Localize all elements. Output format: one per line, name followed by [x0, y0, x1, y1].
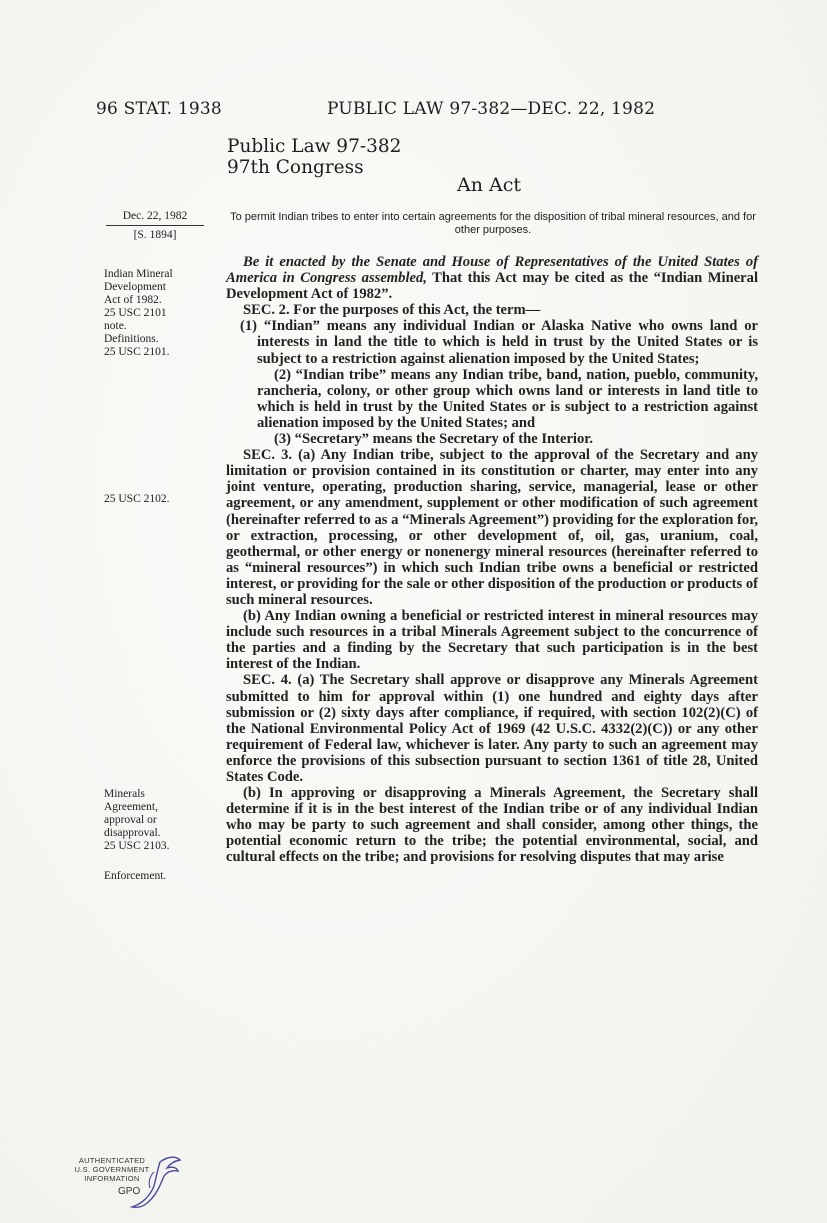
running-head: PUBLIC LAW 97-382—DEC. 22, 1982 [327, 99, 656, 119]
enactment-date: Dec. 22, 1982 [122, 210, 188, 222]
margin-line: 25 USC 2103. [104, 840, 170, 852]
margin-line: Agreement, [104, 801, 158, 813]
page-stat-citation: 96 STAT. 1938 [96, 99, 222, 119]
seal-line-information: INFORMATION [84, 1174, 140, 1183]
definition-indian: (1) “Indian” means any individual Indian or Alaska Native who owns land or interests in land the title to which is held in trust by the United States or is subject to a restriction against alienation imposed by the United States; [240, 318, 758, 367]
margin-line: 25 USC 2101 [104, 307, 167, 319]
margin-line: note. [104, 320, 127, 332]
seal-line-government: U.S. GOVERNMENT [74, 1165, 150, 1174]
act-heading: An Act [457, 174, 521, 196]
section-2-intro: SEC. 2. For the purposes of this Act, the term— [243, 302, 541, 319]
congress-number: 97th Congress [227, 157, 364, 178]
margin-line: Minerals [104, 788, 145, 800]
seal-line-authenticated: AUTHENTICATED [78, 1156, 146, 1165]
margin-line: Definitions. [104, 333, 159, 345]
dateline [104, 207, 206, 244]
margin-line: 25 USC 2101. [104, 346, 170, 358]
bill-number: [S. 1894] [133, 229, 177, 241]
enacting-clause: Be it enacted by the Senate and House of Representatives of the United States of America in Congress assembled, That this Act may be cited as the “Indian Mineral Development Act of 1982”. [226, 254, 758, 303]
gpo-authentication-seal [64, 1152, 184, 1214]
section-3a: SEC. 3. (a) Any Indian tribe, subject to the approval of the Secretary and any limitation or provision contained in its constitution or charter, may enter into any joint venture, operating, production sharing, service, managerial, lease or other agreement, or any amendment, supplement or other modification of such agreement (hereinafter referred to as a “Minerals Agreement”) providing for the exploration for, or extraction, processing, or other development of, oil, gas, uranium, coal, geothermal, or other energy or nonenergy mineral resources (hereinafter referred to as “mineral resources”) in which such Indian tribe owns a beneficial or restricted interest, or providing for the sale or other disposition of the production or products of such mineral resources. [226, 447, 758, 608]
margin-note-sec4 [104, 788, 170, 853]
margin-line: approval or [104, 814, 157, 826]
definition-secretary: (3) “Secretary” means the Secretary of the Interior. [274, 431, 594, 448]
section-3b: (b) Any Indian owning a beneficial or restricted interest in mineral resources may include such resources in a tribal Minerals Agreement subject to the concurrence of the parties and a finding by the Secretary that such participation is in the best interest of the Indian. [226, 608, 758, 673]
act-body [226, 254, 758, 866]
section-4a: SEC. 4. (a) The Secretary shall approve or disapprove any Minerals Agreement submitted to him for approval within (1) one hundred and eighty days after submission or (2) sixty days after compliance, if required, with section 102(2)(C) of the National Environmental Policy Act of 1969 (42 U.S.C. 4332(2)(C)) or any other requirement of Federal law, whichever is later. Any party to such an agreement may enforce the provisions of this subsection pursuant to section 1361 of title 28, United States Code. [226, 672, 758, 785]
margin-note-sec3: 25 USC 2102. [104, 493, 170, 505]
margin-line: Development [104, 281, 166, 293]
seal-mark-gpo: GPO [118, 1186, 141, 1197]
margin-line: disapproval. [104, 827, 161, 839]
margin-line: Act of 1982. [104, 294, 162, 306]
margin-note-short-title [104, 268, 173, 359]
act-purpose: To permit Indian tribes to enter into certain agreements for the disposition of tribal mineral resources, and for other purposes. [230, 211, 756, 236]
margin-line: Indian Mineral [104, 268, 173, 280]
margin-note-enforcement: Enforcement. [104, 870, 167, 882]
definition-indian-tribe: (2) “Indian tribe” means any Indian tribe, band, nation, pueblo, community, rancheria, colony, or other group which owns land or interests in land title to which is held in trust by the United States or is subject to a restriction against alienation imposed by the United States; and [257, 366, 758, 431]
section-4b: (b) In approving or disapproving a Minerals Agreement, the Secretary shall determine if it is in the best interest of the Indian tribe or of any individual Indian who may be party to such agreement and shall consider, among other things, the potential economic return to the tribe; the potential environmental, social, and cultural effects on the tribe; and provisions for resolving disputes that may arise [226, 785, 758, 866]
public-law-number: Public Law 97-382 [227, 136, 402, 157]
